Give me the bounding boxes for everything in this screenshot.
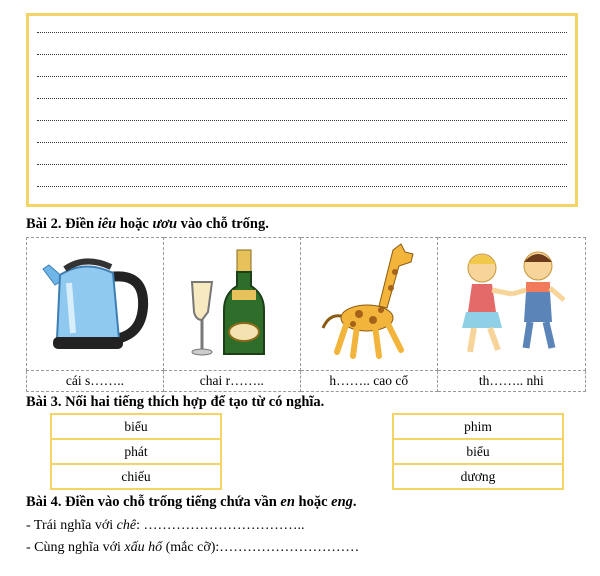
dotted-line	[37, 120, 567, 121]
caption-text: cái s……..	[65, 373, 125, 388]
children-icon	[446, 240, 576, 364]
caption-text: h…….. cao cổ	[329, 373, 409, 388]
dotted-line	[37, 76, 567, 77]
left-word[interactable]: phát	[51, 439, 221, 464]
picture-cell	[300, 238, 437, 371]
dotted-line	[37, 186, 567, 187]
picture-cell	[27, 238, 164, 371]
caption-cell	[437, 371, 585, 392]
match-area[interactable]	[221, 414, 393, 439]
bai2-picture-grid	[26, 237, 586, 392]
dotted-line	[37, 164, 567, 165]
bai2-title: Bài 2. Điền iêu hoặc ươu vào chỗ trống.	[26, 216, 269, 232]
right-word[interactable]: phim	[393, 414, 563, 439]
bai4-line-2[interactable]: - Cùng nghĩa với xấu hổ (mắc cỡ):…………………………	[26, 540, 360, 555]
picture-cell	[163, 238, 300, 371]
dotted-line	[37, 32, 567, 33]
dotted-line	[37, 54, 567, 55]
caption-cell	[163, 371, 300, 392]
right-word[interactable]: dương	[393, 464, 563, 489]
kettle-icon	[35, 247, 155, 357]
giraffe-icon	[309, 240, 429, 364]
left-word[interactable]: chiếu	[51, 464, 221, 489]
writing-box[interactable]	[26, 13, 578, 207]
dotted-line	[37, 98, 567, 99]
caption-text: chai r……..	[199, 373, 264, 388]
bai4-title: Bài 4. Điền vào chỗ trống tiếng chứa vần en hoặc eng.	[26, 494, 357, 510]
bai4-line-1[interactable]: - Trái nghĩa với chê: ……………………………..	[26, 518, 305, 533]
picture-cell	[437, 238, 585, 371]
left-word[interactable]: biểu	[51, 414, 221, 439]
bai3-title: Bài 3. Nối hai tiếng thích hợp để tạo từ có nghĩa.	[26, 394, 325, 410]
matching-table	[50, 413, 564, 490]
caption-cell	[27, 371, 164, 392]
caption-cell	[300, 371, 437, 392]
dotted-line	[37, 142, 567, 143]
match-area[interactable]	[221, 439, 393, 464]
right-word[interactable]: biểu	[393, 439, 563, 464]
caption-text: th…….. nhi	[478, 373, 544, 388]
champagne-bottle-icon	[172, 242, 292, 362]
match-area[interactable]	[221, 464, 393, 489]
